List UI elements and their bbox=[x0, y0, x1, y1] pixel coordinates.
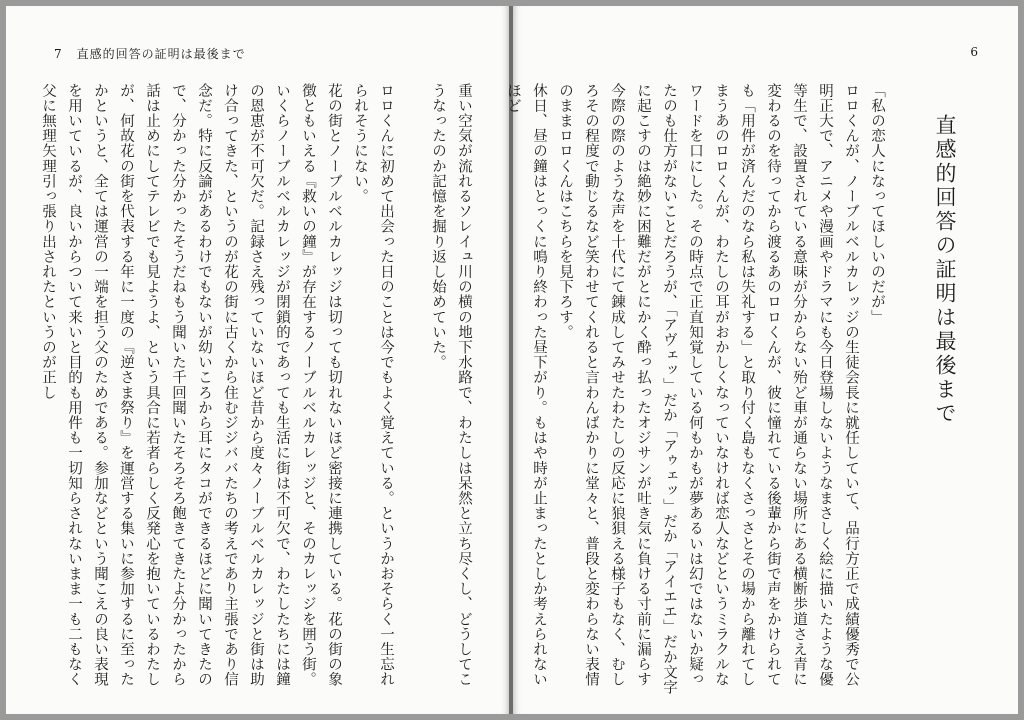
running-head-title: 直感的回答の証明は最後まで bbox=[76, 47, 246, 61]
paragraph: 休日、昼の鐘はとっくに鳴り終わった昼下がり。もはや時が止まったとしか考えられないほど bbox=[505, 83, 547, 687]
blank-line bbox=[399, 83, 425, 695]
chapter-title: 直感的回答の証明は最後まで bbox=[933, 114, 957, 426]
paragraph: 花の街とノーブルベルカレッジは切っても切れないほど密接に連携している。花の街の象徴ともいえる『救いの鐘』が存在するノーブルベルカレッジと、そのカレッジを囲う街。いくらノーブルベルカレッジが閉鎖的であっても生活に街は不可欠で、わたしたちには鐘の恩恵が不可欠だ。記録さえ残っていないほど昔から度々ノーブルベルカレッジと街は助け合ってきた、というのが花の街に古くから住むジジババたちの考えであり主張であり信念だ。特に反論があるわけでもないが幼いころから耳にタコができるほどに聞いてきたので、分かった分かったそうだねもう聞いた千回聞いたそろそろ飽きてきたよ分かったから話は止めにしてテレビでも見ようよ、という具合に若者らしく反発心を抱いているわたしが、何故花の街を代表する年に一度の『逆さま祭り』を運営する集いに参加するに至ったかというと、全ては運営の一端を担う父のためである。参加などという聞こえの良い表現を用いているが、良いからついて来いと目的も用件も一切知らされないまま一も二もなく父に無理矢理引っ張り出されたというのが正し bbox=[40, 83, 342, 687]
right-body-text bbox=[505, 83, 890, 695]
paragraph: 重い空気が流れるソレイュ川の横の地下水路で、わたしは呆然と立ち尽くし、どうしてこうなったのか記憶を掘り返し始めていた。 bbox=[430, 83, 472, 687]
left-body-text bbox=[40, 83, 477, 695]
paragraph: 「私の恋人になってほしいのだが」 bbox=[869, 83, 885, 325]
right-page bbox=[505, 6, 1018, 714]
running-head bbox=[54, 45, 246, 62]
left-page bbox=[6, 6, 509, 714]
paragraph: ロロくんが、ノーブルベルカレッジの生徒会長に就任していて、品行方正で成績優秀で公明正大で、アニメや漫画やドラマにも今日登場しないようなまさしく絵に描いたような優等生で、設置されている意味が分からない殆ど車が通らない場所にある横断歩道さえ青に変わるのを待ってから渡るあのロロくんが、彼に憧れている後輩から街で声をかけられても「用件が済んだのなら私は失礼する」と取り付く島もなくさっさとその場から離れてしまうあのロロくんが、わたしの耳がおかしくなっていなければ恋人などというミラクルなワードを口にした。その時点で正直知覚している何もかもが夢あるいは幻ではないか疑ったのも仕方がないことだろうが、「アヴェッ」だか「アゥェッ」だか「アイエエ」だか文字に起こすのは絶妙に困難だがとにかく酔っ払ったオジサンが吐き気に負ける寸前に漏らす今際の際のような声を十代にて錬成してみせたわたしの反応に狼狽える様子もなく、むしろその程度で動じるなど笑わせてくれると言わんばかりに堂々と、普段と変わらない表情のままロロくんはこちらを見下ろす。 bbox=[557, 83, 859, 695]
page-number-left: 7 bbox=[54, 47, 63, 61]
page-number-right: 6 bbox=[970, 45, 978, 59]
paragraph: ロロくんに初めて出会った日のことは今でもよく覚えている。というかおそらく一生忘れられそうにない。 bbox=[352, 83, 394, 687]
